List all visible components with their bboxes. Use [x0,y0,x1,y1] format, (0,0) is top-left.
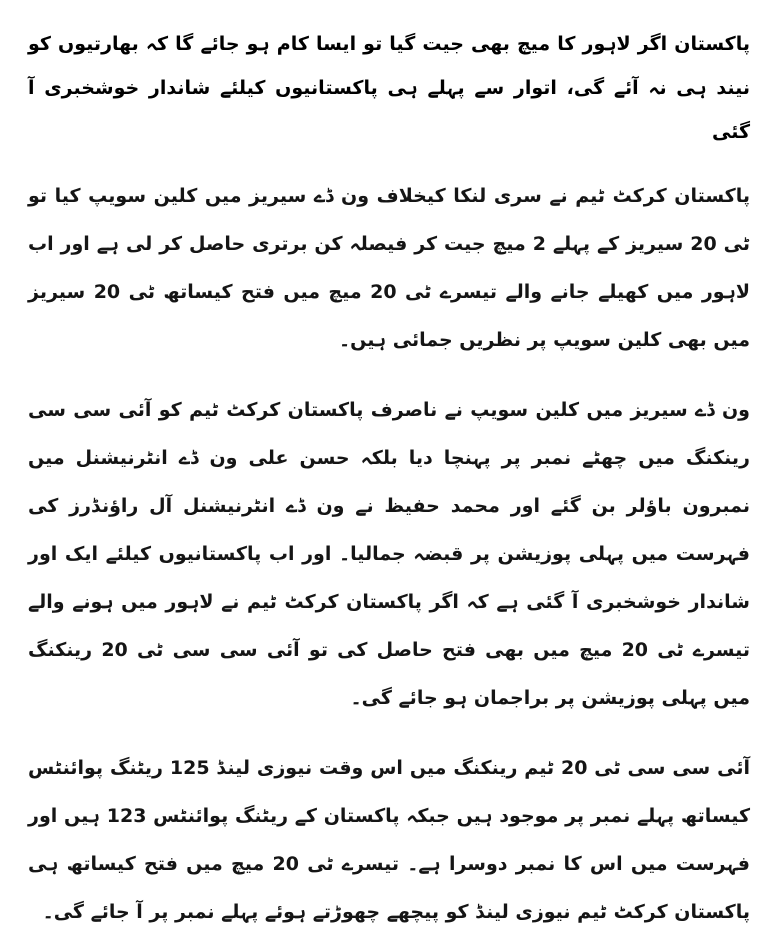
article-paragraph: ون ڈے سیریز میں کلین سویپ نے ناصرف پاکستان کرکٹ ٹیم کو آئی سی سی رینکنگ میں چھٹے نمبر پر پہنچا دیا بلکہ حسن علی ون ڈے انٹرنیشنل میں نمبرون باؤلر بن گئے اور محمد حفیظ نے ون ڈے انٹرنیشنل آل راؤنڈرز کی فہرست میں پہلی پوزیشن پر قبضہ جمالیا۔ اور اب پاکستانیوں کیلئے ایک اور شاندار خوشخبری آ گئی ہے کہ اگر پاکستان کرکٹ ٹیم نے لاہور میں ہونے والے تیسرے ٹی 20 میچ میں بھی فتح حاصل کی تو آئی سی سی ٹی 20 رینکنگ میں پہلی پوزیشن پر براجمان ہو جائے گی۔ [28,399,750,709]
article-headline: پاکستان اگر لاہور کا میچ بھی جیت گیا تو ایسا کام ہو جائے گا کہ بھارتیوں کو نیند ہی نہ آئے گی، اتوار سے پہلے ہی پاکستانیوں کیلئے شاندار خوشخبری آ گئی [28,33,750,143]
article-paragraph: پاکستان کرکٹ ٹیم نے سری لنکا کیخلاف ون ڈے سیریز میں کلین سویپ کیا تو ٹی 20 سیریز کے پہلے 2 میچ جیت کر فیصلہ کن برتری حاصل کر لی ہے اور اب لاہور میں کھیلے جانے والے تیسرے ٹی 20 میچ میں فتح کیساتھ ٹی 20 سیریز میں بھی کلین سویپ پر نظریں جمائی ہیں۔ [28,185,750,351]
article-paragraph: آئی سی سی ٹی 20 ٹیم رینکنگ میں اس وقت نیوزی لینڈ 125 ریٹنگ پوائنٹس کیساتھ پہلے نمبر پر موجود ہیں جبکہ پاکستان کے ریٹنگ پوائنٹس 123 ہیں اور فہرست میں اس کا نمبر دوسرا ہے۔ تیسرے ٹی 20 میچ میں فتح کیساتھ ہی پاکستان کرکٹ ٹیم نیوزی لینڈ کو پیچھے چھوڑتے ہوئے پہلے نمبر پر آ جائے گی۔ [28,757,750,923]
article-body [28,22,750,936]
